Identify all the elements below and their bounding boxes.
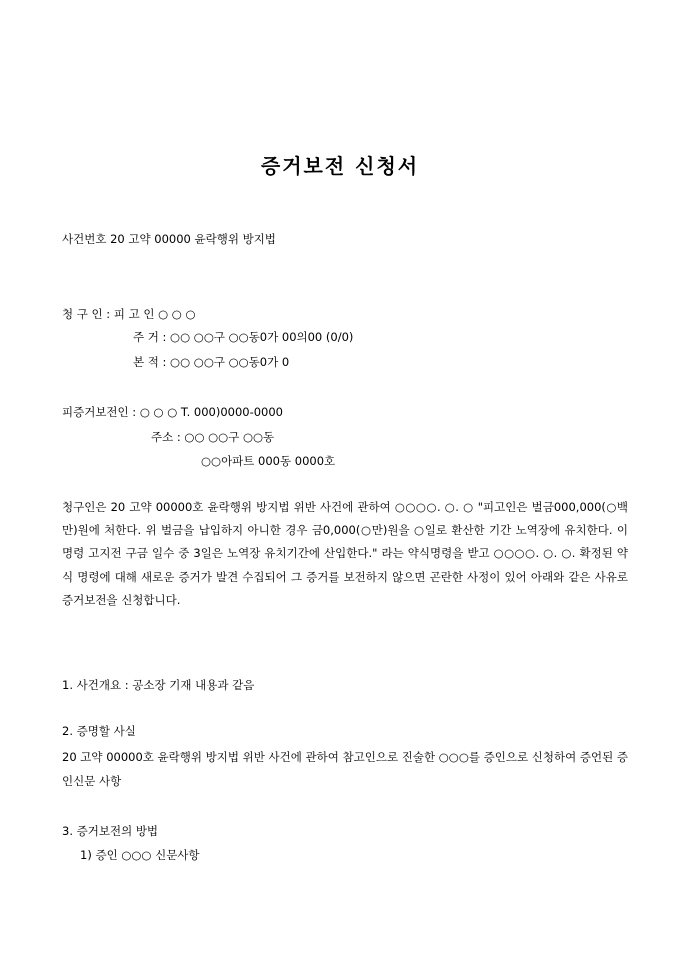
document-title: 증거보전 신청서 (260, 154, 420, 178)
section-1-overview: 1. 사건개요 : 공소장 기재 내용과 같음 (62, 678, 255, 692)
body-paragraph: 청구인은 20 고약 00000호 윤락행위 방지법 위반 사건에 관하여 ○○○○. ○. ○ "피고인은 벌금000,000(○백만)원에 처한다. 위 벌금을 납입하지 아니한 경우 금0,000(○만)원을 ○일로 환산한 기간 노역장에 유치한다. 이 명령 고지전 구금 일수 중 3일은 노역장 유치기간에 산입한다." 라는 약식명령을 받고 ○○○○. ○. ○. 확정된 약식 명령에 대해 새로운 증거가 발견 수집되어 그 증거를 보전하지 않으면 곤란한 사정이 있어 아래와 같은 사유로 증거보전을 신청합니다. (62, 500, 628, 607)
section-3-heading: 3. 증거보전의 방법 (62, 824, 159, 838)
section-2-heading: 2. 증명할 사실 (62, 724, 136, 738)
applicant-domicile-line: 본 적 : ○○ ○○구 ○○동0가 0 (133, 355, 290, 369)
applicant-name-line: 청 구 인 : 피 고 인 ○ ○ ○ (62, 307, 196, 321)
section-2-body: 20 고약 00000호 윤락행위 방지법 위반 사건에 관하여 참고인으로 진술한 ○○○를 증인으로 신청하여 증언된 증인신문 사항 (62, 750, 628, 788)
case-number-line: 사건번호 20 고약 00000 윤락행위 방지법 (62, 232, 276, 246)
respondent-address-line-2: ○○아파트 000동 0000호 (201, 454, 336, 468)
respondent-name-line: 피증거보전인 : ○ ○ ○ T. 000)0000-0000 (62, 405, 283, 419)
applicant-address-line: 주 거 : ○○ ○○구 ○○동0가 00의00 (0/0) (133, 330, 354, 344)
respondent-address-line: 주소 : ○○ ○○구 ○○동 (151, 430, 275, 444)
section-3-item-1: 1) 증인 ○○○ 신문사항 (80, 848, 200, 862)
